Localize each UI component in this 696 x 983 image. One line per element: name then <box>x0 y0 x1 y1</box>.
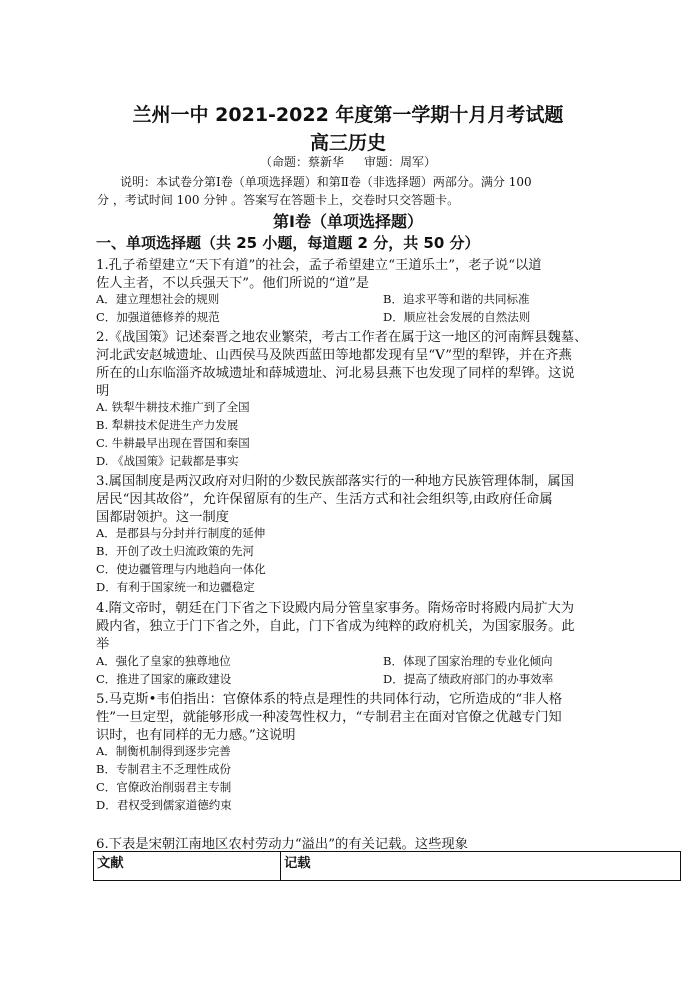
q2-stem-line-4: 明 <box>96 384 110 399</box>
q1-option-a: A．建立理想社会的规则 <box>96 292 220 306</box>
q2-option-b: B. 犁耕技术促进生产力发展 <box>96 418 239 432</box>
table-header-row <box>94 852 681 881</box>
q2-stem-line-2: 河北武安赵城遗址、山西侯马及陕西蓝田等地都发现有呈“V”型的犁铧，并在齐燕 <box>96 348 572 363</box>
q4-option-c: C．推进了国家的廉政建设 <box>96 672 232 686</box>
q3-option-d: D．有利于国家统一和边疆稳定 <box>96 580 255 594</box>
instructions-line-1: 说明：本试卷分第Ⅰ卷（单项选择题）和第Ⅱ卷（非选择题）两部分。满分 100 <box>120 175 532 189</box>
q2-option-c: C. 牛耕最早出现在晋国和秦国 <box>96 436 250 450</box>
q6-table <box>93 851 681 881</box>
q4-stem-line-2: 殿内省，独立于门下省之外，自此，门下省成为纯粹的政府机关，为国家服务。此 <box>96 619 575 634</box>
exam-title: 兰州一中 2021-2022 年度第一学期十月月考试题 <box>132 104 564 126</box>
table-header-source: 文献 <box>94 852 281 881</box>
q3-option-b: B．开创了改土归流政策的先河 <box>96 544 254 558</box>
exam-subject: 高三历史 <box>309 132 386 154</box>
q2-stem-line-1: 2.《战国策》记述秦晋之地农业繁荣，考古工作者在属于这一地区的河南辉县魏墓、 <box>96 330 588 345</box>
q5-stem-line-1: 5.马克斯•韦伯指出：官僚体系的特点是理性的共同体行动，它所造成的“非人格 <box>96 692 563 707</box>
q4-option-b: B．体现了国家治理的专业化倾向 <box>383 654 553 668</box>
q2-stem-line-3: 所在的山东临淄齐故城遗址和薛城遗址、河北易县燕下也发现了同样的犁铧。这说 <box>96 366 575 381</box>
q3-stem-line-3: 国都尉领护。这一制度 <box>96 510 229 525</box>
q5-option-b: B．专制君主不乏理性成份 <box>96 762 231 776</box>
q5-stem-line-3: 识时，也有同样的无力感。”这说明 <box>96 728 296 743</box>
q1-option-b: B．追求平等和谐的共同标准 <box>383 292 530 306</box>
q1-option-c: C．加强道德修养的规范 <box>96 310 220 324</box>
exam-authors <box>0 153 696 170</box>
q3-option-a: A．是郡县与分封并行制度的延伸 <box>96 526 266 540</box>
instructions-line-2: 分 ，考试时间 100 分钟 。答案写在答题卡上，交卷时只交答题卡。 <box>97 193 460 207</box>
q4-option-d: D．提高了绩政府部门的办事效率 <box>383 672 554 686</box>
q5-stem-line-2: 性”一旦定型，就能够形成一种凌驾性权力，“专制君主在面对官僚之优越专门知 <box>96 710 562 725</box>
q3-stem-line-2: 居民“因其故俗”，允许保留原有的生产、生活方式和社会组织等,由政府任命属 <box>96 492 553 507</box>
table-header-record: 记载 <box>281 852 681 881</box>
q4-option-a: A．强化了皇家的独尊地位 <box>96 654 231 668</box>
q1-stem-line-1: 1.孔子希望建立“天下有道”的社会，孟子希望建立“王道乐土”，老子说“以道 <box>96 258 542 273</box>
q5-option-c: C．官僚政治削弱君主专制 <box>96 780 232 794</box>
q5-option-d: D．君权受到儒家道德约束 <box>96 798 232 812</box>
q4-stem-line-3: 举 <box>96 637 110 652</box>
q6-stem-line-1: 6.下表是宋朝江南地区农村劳动力“溢出”的有关记载。这些现象 <box>96 837 469 852</box>
q3-stem-line-1: 3.属国制度是两汉政府对归附的少数民族部落实行的一种地方民族管理体制，属国 <box>96 474 575 489</box>
section-title: 一、单项选择题（共 25 小题，每道题 2 分，共 50 分） <box>96 234 480 252</box>
q1-stem-line-2: 佐人主者，不以兵强天下”。他们所说的“道”是 <box>96 276 370 291</box>
setter-name: （命题：蔡新华 <box>259 155 344 169</box>
part1-title: 第Ⅰ卷（单项选择题） <box>273 212 423 231</box>
q3-option-c: C．使边疆管理与内地趋向一体化 <box>96 562 266 576</box>
reviewer-name: 审题：周军） <box>364 155 437 169</box>
q4-stem-line-1: 4.隋文帝时，朝廷在门下省之下设殿内局分管皇家事务。隋炀帝时将殿内局扩大为 <box>96 601 575 616</box>
q1-option-d: D．顺应社会发展的自然法则 <box>383 310 531 324</box>
q2-option-d: D. 《战国策》记载都是事实 <box>96 454 239 468</box>
q5-option-a: A．制衡机制得到逐步完善 <box>96 744 231 758</box>
q2-option-a: A. 铁犁牛耕技术推广到了全国 <box>96 400 250 414</box>
